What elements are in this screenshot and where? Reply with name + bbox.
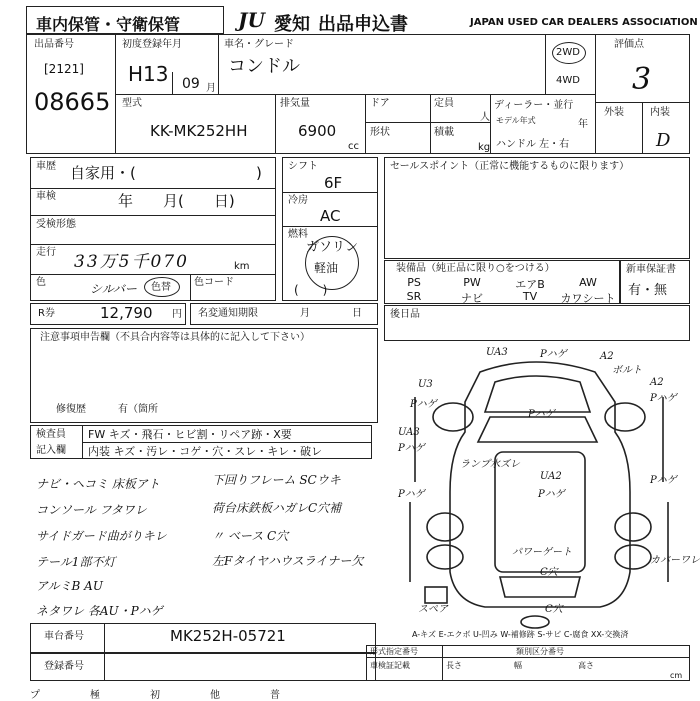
displacement-label: 排気量 <box>280 98 310 109</box>
dealer-import: ディーラー・並行 <box>494 100 574 111</box>
mileage-value: 33万5千070 <box>74 252 189 272</box>
recycle-unit: 円 <box>172 309 182 320</box>
spec-label-1: 形式指定番号 <box>370 647 418 656</box>
handwritten-note: 左Fタイヤハウスライナー欠 <box>212 554 364 568</box>
first-reg-year: H13 <box>128 62 169 86</box>
mileage-unit: km <box>234 261 250 272</box>
handwritten-note: テール1部不灯 <box>36 555 116 569</box>
model-year-label: モデル年式 <box>496 116 536 125</box>
car-name-label: 車名・グレード <box>224 39 294 50</box>
drive-4wd-label: 4WD <box>556 75 580 86</box>
association-name: JAPAN USED CAR DEALERS ASSOCIATION <box>470 17 698 28</box>
inspector-label: 検査員 <box>36 429 66 440</box>
damage-mark: UA2 <box>540 471 562 482</box>
handwritten-note: アルミB AU <box>36 579 103 593</box>
handwritten-note: コンソール フタワレ <box>36 503 147 517</box>
capacity-unit: 人 <box>480 112 490 123</box>
damage-mark: UA3 <box>398 427 420 438</box>
repair-value: 有（箇所 <box>118 404 158 415</box>
fuel-diesel: 軽油 <box>314 261 339 275</box>
bottom-item: 初 <box>150 690 160 701</box>
equipment-item: エアB <box>515 278 545 291</box>
notes-title: 注意事項申告欄（不具合内容等は具体的に記入して下さい） <box>40 332 310 343</box>
equipment-item: ナビ <box>461 292 483 305</box>
handwritten-note: ネタワレ 各AU・Pハゲ <box>36 604 163 618</box>
model-label: 型式 <box>122 98 142 109</box>
car-name: コンドル <box>228 56 300 77</box>
spec-length: 長さ <box>446 661 462 670</box>
handwritten-note: 下回りフレーム SCウキ <box>212 473 341 487</box>
bottom-item: 極 <box>90 690 100 701</box>
shift-label: シフト <box>288 161 318 172</box>
color-value: シルバー <box>90 282 137 296</box>
damage-mark: C穴 <box>540 567 558 578</box>
chassis-label: 車台番号 <box>44 631 84 642</box>
spec-label-2: 類別区分番号 <box>516 647 564 656</box>
spec-label-3: 車検証記載 <box>370 661 410 670</box>
fuel-label: 燃料 <box>288 229 308 240</box>
displacement-value: 6900 <box>298 122 337 140</box>
first-reg-month: 09 <box>182 76 200 92</box>
mileage-label: 走行 <box>36 247 56 258</box>
damage-mark: Pハゲ <box>538 489 565 500</box>
first-reg-month-unit: 月 <box>206 83 216 94</box>
sales-point-label: セールスポイント（正常に機能するものに限ります） <box>390 161 630 172</box>
handwritten-note: ナビ・ヘコミ 床板アト <box>36 477 160 491</box>
damage-mark: C穴 <box>545 604 563 615</box>
chassis-value: MK252H-05721 <box>170 627 286 645</box>
exterior-label: 外装 <box>604 107 624 118</box>
damage-mark: カバーワレ <box>650 555 700 566</box>
fuel-value: ガソリン <box>306 240 359 255</box>
history-label: 車歴 <box>36 161 56 172</box>
spec-height: 高さ <box>578 661 594 670</box>
door-label: ドア <box>370 98 390 109</box>
equipment-label: 装備品（純正品に限り○をつける） <box>396 263 555 274</box>
handwritten-note: 〃 ベース C穴 <box>212 529 289 543</box>
grade-value: 3 <box>632 62 652 97</box>
form-title: 出品申込書 <box>318 14 408 35</box>
recycle-value: 12,790 <box>100 304 153 322</box>
ac-label: 冷房 <box>288 195 308 206</box>
damage-mark: Pハゲ <box>398 443 425 454</box>
history-value: 自家用・( <box>70 164 136 182</box>
notice-month: 月 <box>300 308 310 319</box>
bottom-item: プ <box>30 690 40 701</box>
interior-label: 内装 <box>650 107 670 118</box>
handwritten-note: サイドガード曲がりキレ <box>36 529 167 543</box>
equipment-item: TV <box>522 290 538 303</box>
damage-mark: スペア <box>418 604 448 615</box>
load-unit: kg <box>478 142 491 153</box>
inspection-value: 年 月( 日) <box>118 192 235 210</box>
recycle-label: R券 <box>38 308 55 319</box>
damage-mark: U3 <box>418 379 433 390</box>
equipment-item: カワシート <box>560 292 616 305</box>
handwritten-note: 荷台床鉄板ハガレC穴補 <box>212 501 342 515</box>
equipment-item: AW <box>579 276 597 289</box>
interior-grade: D <box>656 130 671 151</box>
capacity-label: 定員 <box>434 98 454 109</box>
spec-unit: cm <box>670 671 683 680</box>
ac-value: AC <box>320 207 341 225</box>
shape-label: 形状 <box>370 127 390 138</box>
fuel-other: ( ) <box>294 283 328 297</box>
grade-label: 評価点 <box>614 39 644 50</box>
damage-mark: A2 <box>600 351 614 362</box>
damage-mark: ランプ水ズレ <box>460 459 520 470</box>
model-value: KK-MK252HH <box>150 122 248 140</box>
color-label: 色 <box>36 277 46 288</box>
bottom-item: 普 <box>270 690 280 701</box>
org-name: 愛知 <box>274 14 310 35</box>
history-close: ) <box>256 164 262 182</box>
storage-title: 車内保管・守衛保管 <box>36 15 181 34</box>
damage-mark: Pハゲ <box>398 489 425 500</box>
remarks-frame <box>384 305 690 341</box>
bottom-row <box>30 686 360 700</box>
equipment-item: SR <box>406 290 422 303</box>
damage-legend: A-キズ E-エクボ U-凹み W-補修跡 S-サビ C-腐食 XX-交換済 <box>412 630 629 639</box>
new-warranty-value: 有・無 <box>628 283 668 298</box>
equipment-item: PS <box>407 276 421 289</box>
acceptance-label: 受検形態 <box>36 219 76 230</box>
damage-mark: パワーゲート <box>512 547 572 558</box>
inspector-interior-row: 内装 キズ・汚レ・コゲ・穴・スレ・キレ・破レ <box>88 445 323 458</box>
damage-mark: Pハゲ <box>540 349 567 360</box>
sales-point-frame <box>384 157 690 259</box>
equipment-item: PW <box>463 276 481 289</box>
bottom-item: 他 <box>210 690 220 701</box>
remarks-label: 後日品 <box>390 309 420 320</box>
notice-label: 名変通知期限 <box>198 308 258 319</box>
damage-mark: Pハゲ <box>410 399 437 410</box>
lot-number: 08665 <box>34 88 111 116</box>
inspector-label-2: 記入欄 <box>36 445 66 456</box>
model-year-unit: 年 <box>578 119 588 130</box>
damage-mark: UA3 <box>486 347 508 358</box>
new-warranty-label: 新車保証書 <box>626 264 676 275</box>
color-code-label: 色コード <box>194 277 234 288</box>
displacement-unit: cc <box>348 141 359 152</box>
damage-mark: A2 <box>650 377 664 388</box>
damage-mark: ボルト <box>612 365 642 376</box>
registration-label: 登録番号 <box>44 661 84 672</box>
drive-2wd-label: 2WD <box>556 47 580 58</box>
first-reg-label: 初度登録年月 <box>122 39 182 50</box>
inspector-fw-row: FW キズ・飛石・ヒビ割・リペア跡・X要 <box>88 428 292 441</box>
lot-small-number: [2121] <box>44 62 84 76</box>
repair-label: 修復歴 <box>56 404 86 415</box>
ju-logo: JU <box>238 8 265 32</box>
handle-label: ハンドル 左・右 <box>496 139 570 150</box>
spec-width: 幅 <box>514 661 522 670</box>
lot-label: 出品番号 <box>34 39 74 50</box>
load-label: 積載 <box>434 127 454 138</box>
inspection-label: 車検 <box>36 191 56 202</box>
damage-mark: Pハゲ <box>528 409 555 420</box>
damage-mark: Pハゲ <box>650 393 677 404</box>
notice-day: 日 <box>352 308 362 319</box>
damage-mark: Pハゲ <box>650 475 677 486</box>
shift-value: 6F <box>324 174 343 192</box>
color-change-label: 色替 <box>151 282 171 293</box>
